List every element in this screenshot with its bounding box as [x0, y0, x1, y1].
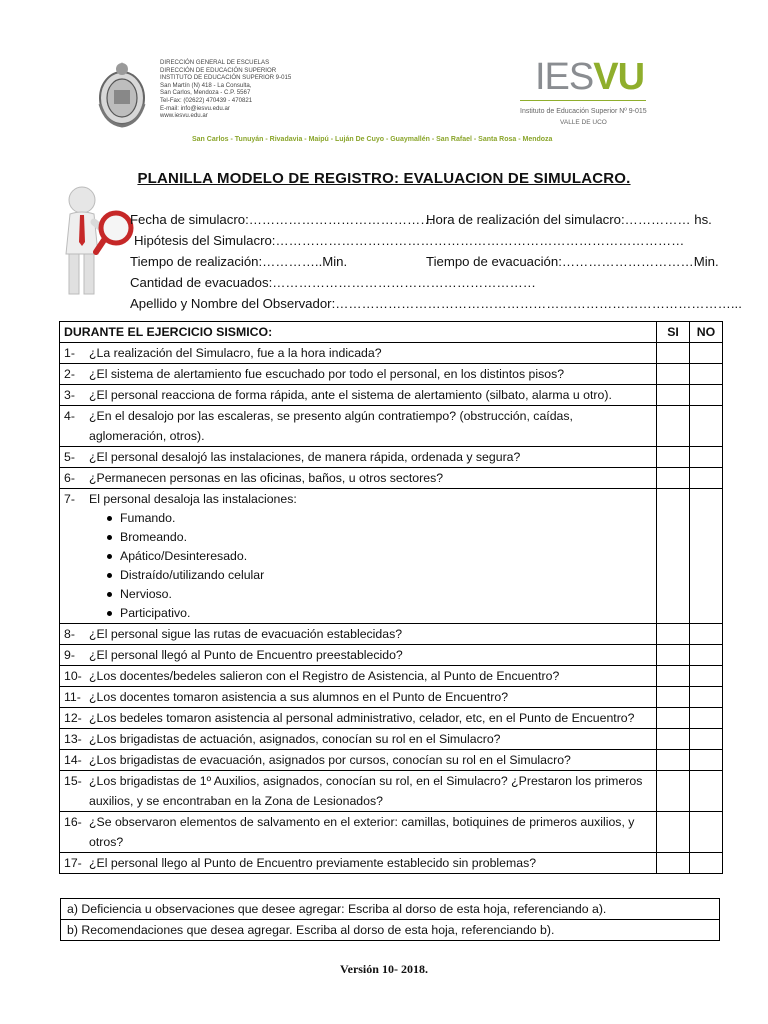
checkbox-cell-no[interactable] — [690, 771, 723, 812]
checkbox-cell-si[interactable] — [657, 468, 690, 489]
question-text: ¿Los brigadistas de actuación, asignados, conocían su rol en el Simulacro? — [89, 732, 501, 746]
question-text: ¿Los docentes/bedeles salieron con el Registro de Asistencia, al Punto de Encuentro? — [89, 669, 560, 683]
question-number: 1- — [64, 346, 75, 360]
checkbox-cell-no[interactable] — [690, 750, 723, 771]
question-number: 14- — [64, 753, 82, 767]
table-row — [60, 406, 723, 447]
checkbox-cell-no[interactable] — [690, 364, 723, 385]
checkbox-cell-no[interactable] — [690, 343, 723, 364]
logo-subtitle-region: VALLE DE UCO — [560, 119, 607, 126]
question-cell — [60, 812, 657, 853]
checkbox-cell-no[interactable] — [690, 853, 723, 874]
table-row — [60, 489, 723, 624]
table-row — [60, 750, 723, 771]
logo-divider — [520, 100, 646, 101]
question-number: 8- — [64, 627, 75, 641]
checkbox-cell-no[interactable] — [690, 645, 723, 666]
checkbox-cell-si[interactable] — [657, 750, 690, 771]
checkbox-cell-si[interactable] — [657, 687, 690, 708]
question-cell — [60, 729, 657, 750]
checkbox-cell-no[interactable] — [690, 812, 723, 853]
institution-address-block — [160, 59, 291, 120]
question-cell — [60, 645, 657, 666]
question-number: 2- — [64, 367, 75, 381]
page-title: PLANILLA MODELO DE REGISTRO: EVALUACION DE SIMULACRO. — [137, 170, 631, 187]
table-row — [60, 666, 723, 687]
table-row — [60, 364, 723, 385]
list-item: Bromeando. — [120, 528, 652, 547]
question-cell — [60, 624, 657, 645]
column-header-si: SI — [657, 322, 690, 343]
iesvu-logo — [535, 57, 644, 97]
checkbox-cell-si[interactable] — [657, 343, 690, 364]
question-cell — [60, 385, 657, 406]
checkbox-cell-si[interactable] — [657, 853, 690, 874]
list-item: Apático/Desinteresado. — [120, 547, 652, 566]
checkbox-cell-si[interactable] — [657, 708, 690, 729]
table-row — [60, 771, 723, 812]
checkbox-cell-no[interactable] — [690, 406, 723, 447]
question-number: 16- — [64, 815, 82, 829]
logo-text-main: IES — [535, 56, 594, 98]
question-cell — [60, 708, 657, 729]
question-number: 10- — [64, 669, 82, 683]
checkbox-cell-si[interactable] — [657, 489, 690, 624]
question-cell — [60, 364, 657, 385]
table-row — [60, 343, 723, 364]
checkbox-cell-no[interactable] — [690, 489, 723, 624]
question-cell — [60, 853, 657, 874]
institution-line: INSTITUTO DE EDUCACIÓN SUPERIOR 9-015 — [160, 74, 292, 82]
column-header-section: DURANTE EL EJERCICIO SISMICO: — [60, 322, 657, 343]
table-row — [60, 624, 723, 645]
question-number: 6- — [64, 471, 75, 485]
checklist-table — [59, 321, 723, 874]
field-cantidad-evacuados: Cantidad de evacuados:…………………………………………………… — [130, 275, 536, 290]
question-text: ¿El personal reacciona de forma rápida, ante el sistema de alertamiento (silbato, alarma u otro). — [89, 388, 612, 402]
note-a: a) Deficiencia u observaciones que desee agregar: Escriba al dorso de esta hoja, referenciando a). — [61, 899, 720, 920]
question-text: ¿En el desalojo por las escaleras, se presento algún contratiempo? (obstrucción, caídas, aglomeración, otros). — [89, 409, 573, 443]
question-cell — [60, 687, 657, 708]
question-number: 15- — [64, 774, 82, 788]
magnifier-figure-icon — [58, 182, 138, 300]
checkbox-cell-si[interactable] — [657, 447, 690, 468]
checkbox-cell-no[interactable] — [690, 708, 723, 729]
logo-text-accent: VU — [593, 56, 645, 98]
checkbox-cell-no[interactable] — [690, 385, 723, 406]
question-text: ¿Los brigadistas de evacuación, asignados por cursos, conocían su rol en el Simulacro? — [89, 753, 571, 767]
question-number: 7- — [64, 492, 75, 506]
institution-line: www.iesvu.edu.ar — [160, 112, 208, 120]
checkbox-cell-si[interactable] — [657, 385, 690, 406]
question-number: 13- — [64, 732, 82, 746]
question-cell — [60, 771, 657, 812]
table-header-row — [60, 322, 723, 343]
checkbox-cell-si[interactable] — [657, 812, 690, 853]
table-row — [60, 708, 723, 729]
institution-line: DIRECCIÓN GENERAL DE ESCUELAS — [160, 59, 270, 66]
checkbox-cell-si[interactable] — [657, 406, 690, 447]
table-row — [60, 687, 723, 708]
question-text: ¿Se observaron elementos de salvamento en el exterior: camillas, botiquines de primeros auxilios, y otros? — [89, 815, 635, 849]
notes-row — [61, 920, 720, 941]
checkbox-cell-no[interactable] — [690, 468, 723, 489]
question-text: ¿El personal llegó al Punto de Encuentro preestablecido? — [89, 648, 403, 662]
checklist-body — [60, 343, 723, 874]
list-item: Fumando. — [120, 509, 652, 528]
field-tiempo-evacuacion: Tiempo de evacuación:…………………………Min. — [426, 254, 719, 269]
question-text: ¿El personal sigue las rutas de evacuación establecidas? — [89, 627, 403, 641]
list-item: Nervioso. — [120, 585, 652, 604]
q7-options-list — [64, 509, 652, 623]
question-number: 12- — [64, 711, 82, 725]
question-number: 11- — [64, 690, 81, 704]
field-hipotesis: Hipótesis del Simulacro:………………………………………………………………………………… — [134, 233, 685, 248]
question-text: ¿El personal llego al Punto de Encuentro previamente establecido sin problemas? — [89, 856, 537, 870]
list-item: Distraído/utilizando celular — [120, 566, 652, 585]
institution-line: Tel-Fax: (02622) 470439 - 470821 — [160, 96, 253, 104]
province-seal-logo — [94, 58, 150, 130]
table-row — [60, 812, 723, 853]
version-label: Versión 10- 2018. — [340, 962, 428, 976]
cities-line: San Carlos - Tunuyán - Rivadavia - Maipú - Luján De Cuyo - Guaymallén - San Rafael - Santa Rosa - Mendoza — [192, 136, 553, 143]
table-row — [60, 385, 723, 406]
question-cell — [60, 468, 657, 489]
question-cell — [60, 750, 657, 771]
question-number: 5- — [64, 450, 75, 464]
table-row — [60, 468, 723, 489]
question-cell — [60, 447, 657, 468]
checkbox-cell-no[interactable] — [690, 687, 723, 708]
question-text: ¿Permanecen personas en las oficinas, baños, u otros sectores? — [89, 471, 444, 485]
checkbox-cell-si[interactable] — [657, 666, 690, 687]
question-cell — [60, 406, 657, 447]
question-text: ¿El sistema de alertamiento fue escuchado por todo el personal, en los distintos pisos? — [89, 367, 565, 381]
checkbox-cell-no[interactable] — [690, 666, 723, 687]
list-item: Participativo. — [120, 604, 652, 623]
question-text: ¿Los docentes tomaron asistencia a sus alumnos en el Punto de Encuentro? — [89, 690, 509, 704]
question-text: ¿La realización del Simulacro, fue a la hora indicada? — [89, 346, 382, 360]
table-row — [60, 853, 723, 874]
question-text: ¿El personal desalojó las instalaciones, de manera rápida, ordenada y segura? — [89, 450, 521, 464]
field-tiempo-realizacion: Tiempo de realización:…………..Min. — [130, 254, 348, 269]
column-header-no: NO — [690, 322, 723, 343]
institution-line: DIRECCIÓN DE EDUCACIÓN SUPERIOR — [160, 66, 277, 74]
field-fecha: Fecha de simulacro:…………………………………… — [130, 212, 434, 227]
question-number: 17- — [64, 856, 82, 870]
logo-subtitle: Instituto de Educación Superior Nº 9-015 — [520, 108, 647, 115]
notes-table — [60, 898, 720, 941]
checkbox-cell-si[interactable] — [657, 645, 690, 666]
question-number: 3- — [64, 388, 75, 402]
checkbox-cell-no[interactable] — [690, 624, 723, 645]
field-observador: Apellido y Nombre del Observador:………………………………………………………………………………... — [130, 296, 742, 311]
table-row — [60, 729, 723, 750]
institution-line: San Martín (N) 418 - La Consulta, — [160, 81, 252, 89]
question-text: ¿Los bedeles tomaron asistencia al personal administrativo, celador, etc, en el Punto de Encuentro? — [89, 711, 635, 725]
checkbox-cell-si[interactable] — [657, 771, 690, 812]
institution-line: San Carlos, Mendoza - C.P. 5567 — [160, 89, 251, 97]
institution-line: E-mail: info@iesvu.edu.ar — [160, 104, 230, 112]
question-text: ¿Los brigadistas de 1º Auxilios, asignados, conocían su rol, en el Simulacro? ¿Prestaron los primeros auxilios, y se encontraban en la Zona de Lesionados? — [89, 774, 643, 808]
question-text: El personal desaloja las instalaciones: — [89, 492, 297, 506]
question-cell — [60, 343, 657, 364]
notes-row — [61, 899, 720, 920]
field-hora: Hora de realización del simulacro:…………… hs. — [426, 212, 712, 227]
question-number: 4- — [64, 409, 75, 423]
checkbox-cell-si[interactable] — [657, 729, 690, 750]
checkbox-cell-no[interactable] — [690, 447, 723, 468]
table-row — [60, 447, 723, 468]
question-cell — [60, 489, 657, 624]
checkbox-cell-si[interactable] — [657, 364, 690, 385]
checkbox-cell-no[interactable] — [690, 729, 723, 750]
checkbox-cell-si[interactable] — [657, 624, 690, 645]
question-cell — [60, 666, 657, 687]
note-b: b) Recomendaciones que desea agregar. Escriba al dorso de esta hoja, referenciando b). — [61, 920, 720, 941]
question-number: 9- — [64, 648, 75, 662]
table-row — [60, 645, 723, 666]
